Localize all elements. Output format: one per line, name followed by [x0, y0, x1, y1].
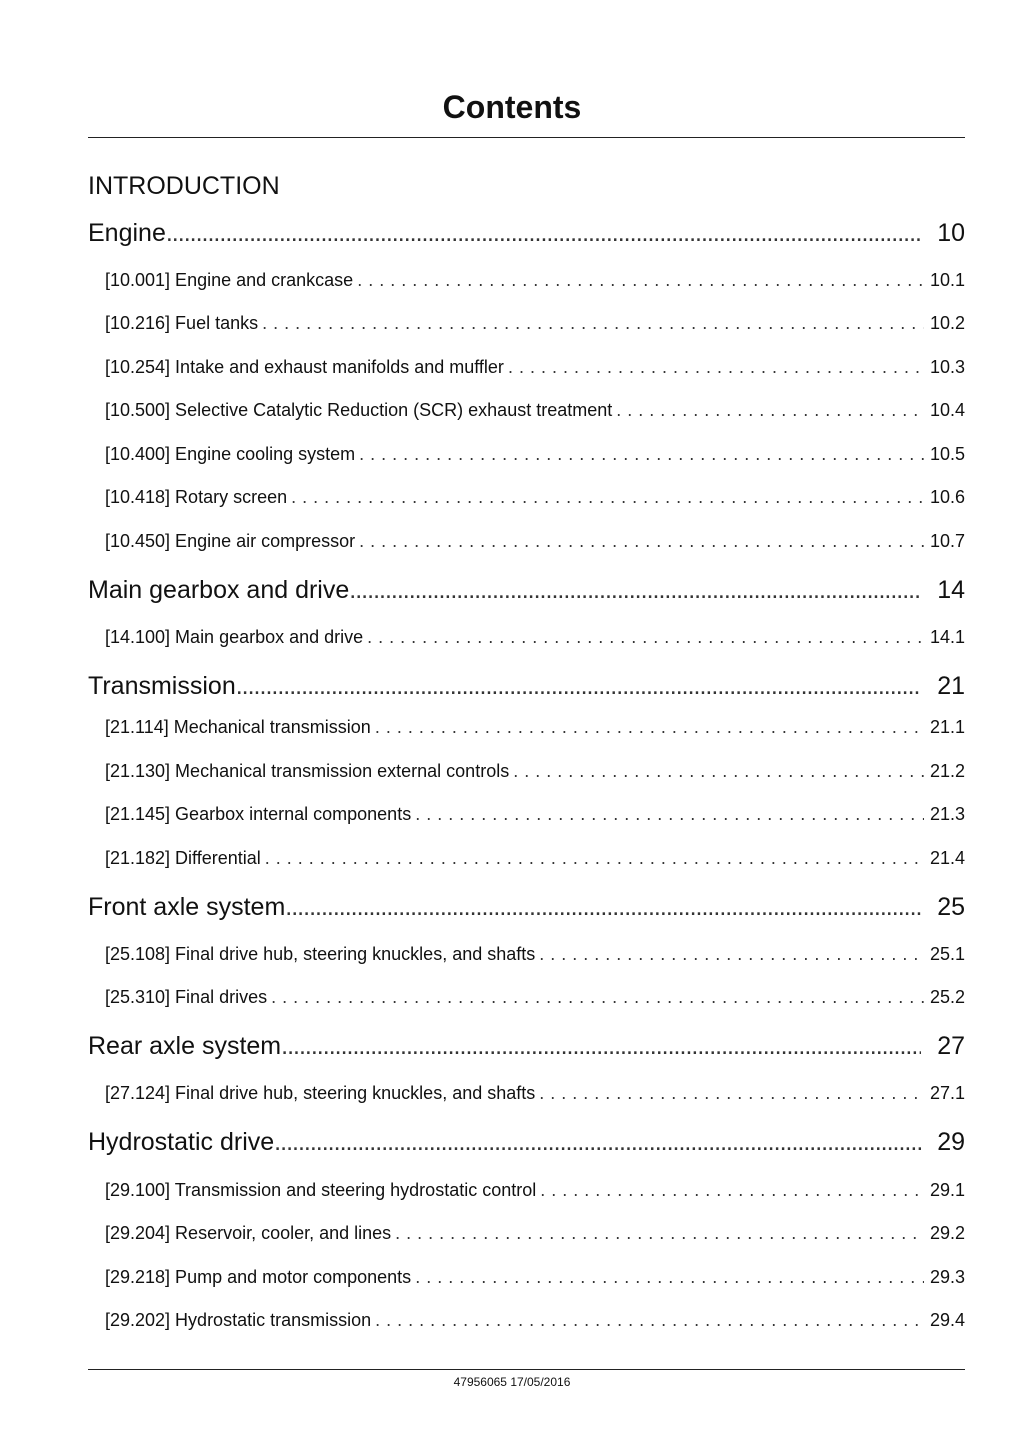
dot-leader: [285, 892, 921, 922]
toc-section[interactable]: [88, 269, 965, 291]
toc-chapter-front-axle[interactable]: [88, 892, 965, 922]
section-page: 21.1: [929, 717, 965, 737]
toc-section[interactable]: [88, 716, 965, 738]
section-page: 29.4: [929, 1310, 965, 1330]
toc-chapter-transmission[interactable]: [88, 671, 965, 701]
toc-section[interactable]: [88, 847, 965, 869]
toc-section[interactable]: [88, 443, 965, 465]
toc-section[interactable]: [88, 530, 965, 552]
dot-leader: [367, 626, 924, 648]
toc-section[interactable]: [88, 626, 965, 648]
toc-chapter-main-gearbox[interactable]: [88, 575, 965, 605]
chapter-page: 21: [937, 672, 965, 700]
section-page: 10.3: [929, 357, 965, 377]
toc-section[interactable]: [88, 1222, 965, 1244]
section-title: [10.450] Engine air compressor: [105, 531, 356, 551]
dot-leader: [540, 1179, 924, 1201]
dot-leader: [265, 847, 924, 869]
toc-section[interactable]: [88, 1266, 965, 1288]
section-title: [29.218] Pump and motor components: [105, 1267, 412, 1287]
section-title: [21.182] Differential: [105, 848, 261, 868]
dot-leader: [291, 486, 924, 508]
section-title: [21.145] Gearbox internal components: [105, 804, 412, 824]
section-page: 10.6: [929, 487, 965, 507]
dot-leader: [359, 443, 924, 465]
section-title: [10.500] Selective Catalytic Reduction (SCR) exhaust treatment: [105, 400, 613, 420]
section-page: 29.1: [929, 1180, 965, 1200]
section-title: [14.100] Main gearbox and drive: [105, 627, 364, 647]
toc-chapter-hydrostatic[interactable]: [88, 1127, 965, 1157]
section-page: 27.1: [929, 1083, 965, 1103]
section-page: 21.3: [929, 804, 965, 824]
section-page: 21.2: [929, 761, 965, 781]
section-title: [27.124] Final drive hub, steering knuckles, and shafts: [105, 1083, 536, 1103]
dot-leader: [357, 269, 924, 291]
section-page: 25.2: [929, 987, 965, 1007]
toc-chapter-engine[interactable]: [88, 218, 965, 248]
section-page: 29.3: [929, 1267, 965, 1287]
section-page: 10.2: [929, 313, 965, 333]
section-title: [25.310] Final drives: [105, 987, 268, 1007]
dot-leader: [415, 803, 924, 825]
section-title: [29.202] Hydrostatic transmission: [105, 1310, 372, 1330]
dot-leader: [616, 399, 924, 421]
toc-section[interactable]: [88, 1309, 965, 1331]
chapter-page: 27: [937, 1032, 965, 1060]
toc-section[interactable]: [88, 399, 965, 421]
toc-section[interactable]: [88, 1082, 965, 1104]
dot-leader: [513, 760, 924, 782]
footer-document-code: 47956065 17/05/2016: [453, 1375, 571, 1389]
chapter-title: Main gearbox and drive: [88, 576, 350, 604]
section-title: [21.130] Mechanical transmission external controls: [105, 761, 510, 781]
dot-leader: [349, 575, 921, 605]
dot-leader: [236, 671, 921, 701]
dot-leader: [359, 530, 924, 552]
chapter-page: 14: [937, 576, 965, 604]
section-title: [29.204] Reservoir, cooler, and lines: [105, 1223, 392, 1243]
section-page: 21.4: [929, 848, 965, 868]
section-page: 25.1: [929, 944, 965, 964]
dot-leader: [262, 312, 924, 334]
chapter-page: 25: [937, 893, 965, 921]
footer-rule: [88, 1369, 965, 1370]
section-page: 29.2: [929, 1223, 965, 1243]
section-title: [29.100] Transmission and steering hydrostatic control: [105, 1180, 537, 1200]
dot-leader: [274, 1127, 921, 1157]
toc-section[interactable]: [88, 760, 965, 782]
section-title: [10.216] Fuel tanks: [105, 313, 259, 333]
toc-section[interactable]: [88, 486, 965, 508]
dot-leader: [508, 356, 924, 378]
chapter-title: Hydrostatic drive: [88, 1128, 275, 1156]
page-title: Contents: [442, 89, 582, 125]
header-rule: [88, 137, 965, 138]
toc-chapter-rear-axle[interactable]: [88, 1031, 965, 1061]
section-title: [10.254] Intake and exhaust manifolds and muffler: [105, 357, 504, 377]
toc-section[interactable]: [88, 943, 965, 965]
section-page: 10.4: [929, 400, 965, 420]
toc-section[interactable]: [88, 986, 965, 1008]
section-page: 10.1: [929, 270, 965, 290]
chapter-title: Front axle system: [88, 893, 286, 921]
dot-leader: [415, 1266, 924, 1288]
section-title: [10.400] Engine cooling system: [105, 444, 356, 464]
chapter-page: 10: [937, 219, 965, 247]
section-page: 14.1: [929, 627, 965, 647]
toc-section[interactable]: [88, 312, 965, 334]
dot-leader: [375, 716, 924, 738]
dot-leader: [539, 943, 924, 965]
chapter-page: 29: [937, 1128, 965, 1156]
section-page: 10.7: [929, 531, 965, 551]
toc-section[interactable]: [88, 803, 965, 825]
dot-leader: [166, 218, 921, 248]
dot-leader: [395, 1222, 924, 1244]
section-page: 10.5: [929, 444, 965, 464]
toc-section[interactable]: [88, 1179, 965, 1201]
section-title: [10.001] Engine and crankcase: [105, 270, 354, 290]
section-title: [21.114] Mechanical transmission: [105, 717, 371, 737]
dot-leader: [271, 986, 924, 1008]
toc-section[interactable]: [88, 356, 965, 378]
dot-leader: [281, 1031, 921, 1061]
section-title: [25.108] Final drive hub, steering knuckles, and shafts: [105, 944, 536, 964]
dot-leader: [375, 1309, 924, 1331]
chapter-title: Rear axle system: [88, 1032, 282, 1060]
chapter-title: Engine: [88, 219, 166, 247]
dot-leader: [539, 1082, 924, 1104]
chapter-title: Transmission: [88, 672, 236, 700]
part-heading: INTRODUCTION: [88, 172, 280, 200]
section-title: [10.418] Rotary screen: [105, 487, 288, 507]
